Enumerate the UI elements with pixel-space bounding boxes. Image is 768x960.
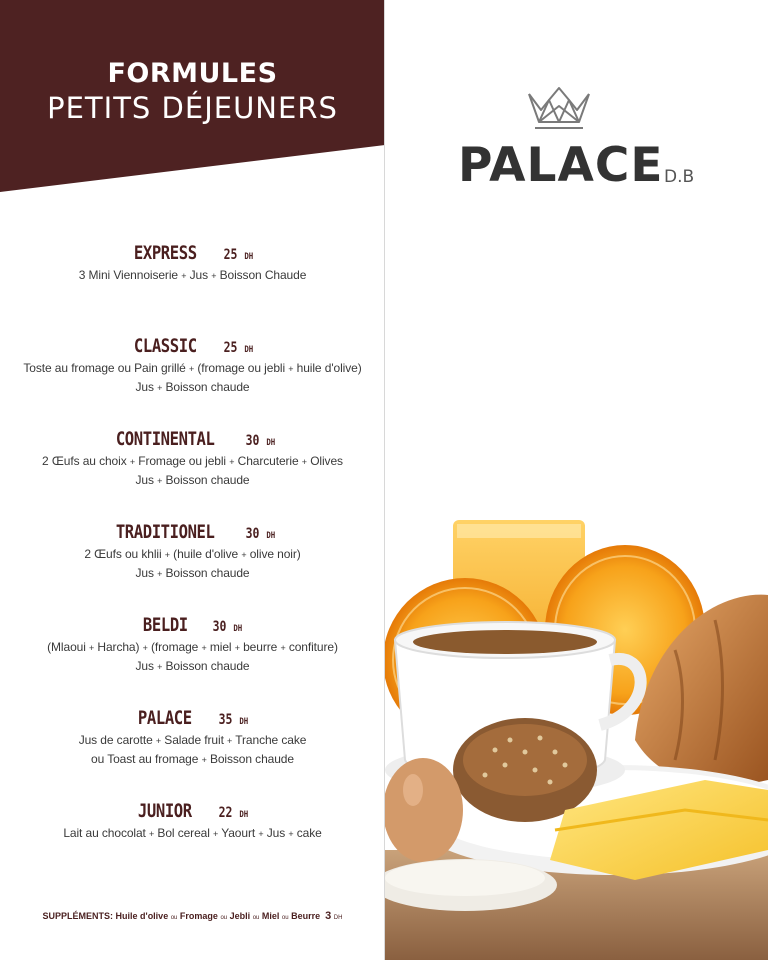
formula-description: [0, 657, 385, 676]
formula-price-amount: 30: [245, 433, 260, 449]
plus-separator: +: [213, 829, 219, 839]
menu-title: [0, 58, 385, 126]
supplements: [0, 910, 385, 922]
formula-price: [232, 521, 275, 549]
formula-name: EXPRESS: [133, 242, 197, 264]
formula-item: Boisson Chaude: [219, 268, 307, 282]
formula-description: [0, 638, 385, 657]
plus-separator: +: [258, 829, 264, 839]
formula-price-currency: DH: [239, 717, 249, 727]
formula-list: [0, 240, 385, 891]
formula-price-currency: DH: [266, 438, 276, 448]
formula-item: Lait au chocolat: [63, 826, 146, 840]
formula-classic: [0, 333, 385, 426]
brand-panel: [385, 0, 768, 960]
formula-junior: [0, 798, 385, 891]
formula-item: 2 Œufs ou khlii: [84, 547, 162, 561]
formula-item: (fromage: [151, 640, 199, 654]
formula-price-currency: DH: [266, 531, 276, 541]
supplement-item: Huile d'olive: [115, 911, 169, 921]
formula-item: Jus: [135, 659, 154, 673]
plus-separator: +: [241, 550, 247, 560]
plus-separator: +: [301, 457, 307, 467]
plus-separator: +: [89, 643, 95, 653]
formula-item: Jus: [135, 566, 154, 580]
formula-item: ou Toast au fromage: [91, 752, 199, 766]
supplement-item: Beurre: [291, 911, 321, 921]
plus-separator: +: [149, 829, 155, 839]
menu-title-line1: FORMULES: [107, 58, 278, 89]
formula-item: Toste au fromage ou Pain grillé: [23, 361, 186, 375]
formula-palace: [0, 705, 385, 798]
formula-item: Jus: [266, 826, 286, 840]
formula-price: [205, 707, 248, 735]
formula-name: BELDI: [142, 614, 188, 636]
formula-item: Boisson chaude: [165, 380, 250, 394]
formula-item: beurre: [243, 640, 278, 654]
formula-price-amount: 35: [218, 712, 233, 728]
formula-express: [0, 240, 385, 333]
formula-header: [0, 240, 385, 266]
formula-item: Boisson chaude: [165, 473, 250, 487]
supplement-item: Jebli: [229, 911, 251, 921]
plus-separator: +: [129, 457, 135, 467]
formula-header: [0, 333, 385, 359]
formula-item: Yaourt: [221, 826, 256, 840]
formula-header: [0, 519, 385, 545]
plus-separator: +: [157, 569, 163, 579]
supplements-label: SUPPLÉMENTS:: [42, 911, 114, 921]
formula-description: [0, 731, 385, 750]
formula-item: Boisson chaude: [165, 566, 250, 580]
plus-separator: +: [288, 364, 294, 374]
formula-beldi: [0, 612, 385, 705]
formula-item: (huile d'olive: [173, 547, 239, 561]
plus-separator: +: [288, 829, 294, 839]
formula-item: (fromage ou jebli: [197, 361, 286, 375]
formula-name: PALACE: [138, 707, 192, 729]
plus-separator: +: [181, 271, 187, 281]
supplement-item: Fromage: [179, 911, 218, 921]
formula-description: [0, 750, 385, 769]
formula-description: [0, 824, 385, 843]
formula-item: cake: [296, 826, 322, 840]
formula-price-currency: DH: [233, 624, 243, 634]
supplement-separator: ou: [170, 915, 178, 921]
plus-separator: +: [157, 662, 163, 672]
formula-item: Jus de carotte: [78, 733, 153, 747]
formula-item: Tranche cake: [235, 733, 307, 747]
formula-price: [205, 800, 248, 828]
plus-separator: +: [280, 643, 286, 653]
plus-separator: +: [157, 476, 163, 486]
formula-item: Boisson chaude: [209, 752, 294, 766]
formula-description: [0, 545, 385, 564]
plus-separator: +: [234, 643, 240, 653]
formula-item: Harcha): [97, 640, 140, 654]
formula-price-amount: 25: [223, 247, 238, 263]
plus-separator: +: [142, 643, 148, 653]
formula-description: [0, 266, 385, 285]
formula-price-currency: DH: [244, 345, 254, 355]
formula-item: Jus: [135, 473, 154, 487]
formula-header: [0, 426, 385, 452]
plus-separator: +: [227, 736, 233, 746]
plus-separator: +: [229, 457, 235, 467]
formula-name: JUNIOR: [138, 800, 192, 822]
formula-price: [210, 335, 253, 363]
formula-item: olive noir): [249, 547, 301, 561]
formula-item: Olives: [310, 454, 343, 468]
formula-header: [0, 798, 385, 824]
formula-price: [210, 242, 253, 270]
formula-price-currency: DH: [244, 252, 254, 262]
supplement-separator: ou: [281, 915, 289, 921]
formula-price: [232, 428, 275, 456]
formula-item: Jus: [189, 268, 208, 282]
plus-separator: +: [201, 643, 207, 653]
formula-price-amount: 25: [223, 340, 238, 356]
formula-item: Bol cereal: [157, 826, 210, 840]
formula-description: [0, 564, 385, 583]
plus-separator: +: [211, 271, 217, 281]
formula-item: 3 Mini Viennoiserie: [78, 268, 178, 282]
formula-price-amount: 22: [218, 805, 233, 821]
formula-item: Charcuterie: [237, 454, 299, 468]
formula-price-amount: 30: [245, 526, 260, 542]
crown-icon: [525, 86, 593, 134]
formula-item: 2 Œufs au choix: [42, 454, 127, 468]
plus-separator: +: [157, 383, 163, 393]
brand-suffix: D.B: [664, 167, 695, 187]
plus-separator: +: [155, 736, 162, 746]
formula-price-currency: DH: [239, 810, 249, 820]
formula-item: huile d'olive): [296, 361, 362, 375]
supplement-separator: ou: [252, 915, 260, 921]
formula-name: TRADITIONEL: [115, 521, 215, 543]
formula-price-amount: 30: [212, 619, 227, 635]
formula-continental: [0, 426, 385, 519]
formula-price: [199, 614, 242, 642]
supplement-currency: DH: [333, 915, 343, 921]
brand-name: PALACE: [458, 138, 664, 193]
breakfast-photo: [385, 490, 768, 960]
formula-item: Fromage ou jebli: [138, 454, 226, 468]
formula-description: [0, 471, 385, 490]
formula-header: [0, 612, 385, 638]
formula-description: [0, 452, 385, 471]
supplement-separator: ou: [220, 915, 228, 921]
formula-description: [0, 359, 385, 378]
formula-header: [0, 705, 385, 731]
formula-item: Boisson chaude: [165, 659, 250, 673]
formula-item: confiture): [288, 640, 338, 654]
formula-name: CONTINENTAL: [115, 428, 215, 450]
menu-title-line2: PETITS DÉJEUNERS: [47, 91, 338, 125]
formula-name: CLASSIC: [133, 335, 197, 357]
formula-description: [0, 378, 385, 397]
supplement-price: 3: [325, 910, 332, 922]
formula-item: Salade fruit: [164, 733, 224, 747]
formula-traditionel: [0, 519, 385, 612]
plus-separator: +: [164, 550, 170, 560]
supplement-item: Miel: [261, 911, 280, 921]
plus-separator: +: [188, 364, 195, 374]
formula-item: (Mlaoui: [47, 640, 86, 654]
plus-separator: +: [201, 755, 207, 765]
formula-item: Jus: [135, 380, 154, 394]
formula-item: miel: [209, 640, 232, 654]
